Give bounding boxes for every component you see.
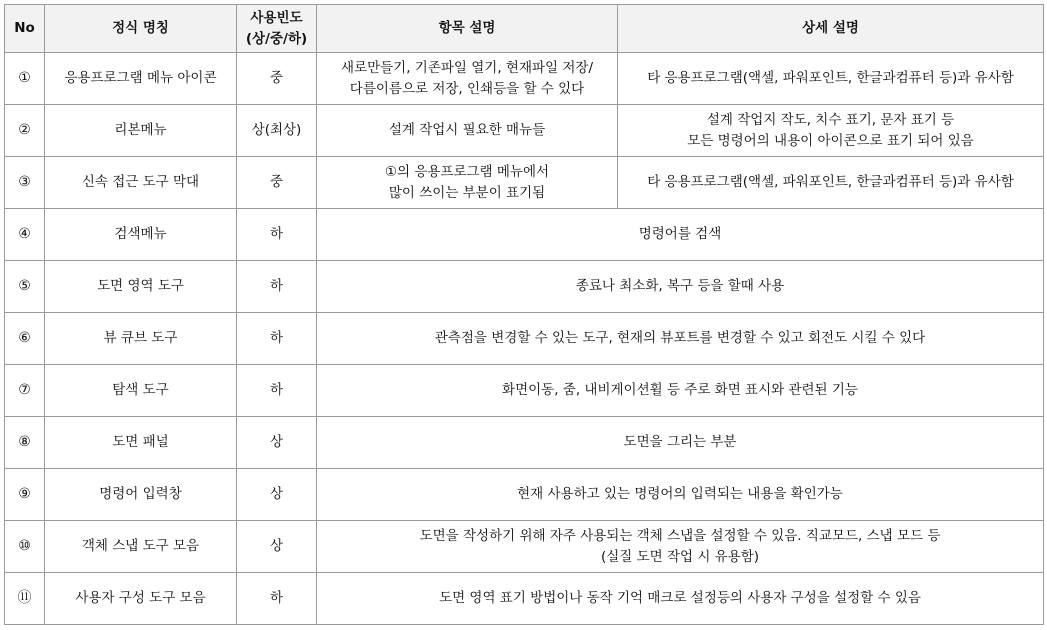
header-no: No — [5, 5, 45, 53]
header-frequency-line1: 사용빈도 — [250, 9, 303, 26]
row-description — [317, 157, 618, 209]
row-description-line2: 다름이름으로 저장, 인쇄등을 할 수 있다 — [349, 80, 585, 97]
row-name: 신속 접근 도구 막대 — [45, 157, 237, 209]
row-merged-description — [317, 417, 1044, 469]
row-frequency: 하 — [237, 365, 317, 417]
row-name: 탐색 도구 — [45, 365, 237, 417]
header-name: 정식 명칭 — [45, 5, 237, 53]
row-number: ④ — [5, 209, 45, 261]
row-description — [317, 53, 618, 105]
row-number: ⑧ — [5, 417, 45, 469]
row-name: 명령어 입력창 — [45, 469, 237, 521]
row-detail — [618, 53, 1044, 105]
row-detail-line1: 타 응용프로그램(액셀, 파워포인트, 한글과컴퓨터 등)과 유사함 — [647, 174, 1014, 190]
row-merged-description — [317, 573, 1044, 625]
row-detail-line1: 타 응용프로그램(액셀, 파워포인트, 한글과컴퓨터 등)과 유사함 — [647, 70, 1014, 86]
row-frequency: 하 — [237, 313, 317, 365]
table-row — [5, 105, 1044, 157]
row-frequency: 상(최상) — [237, 105, 317, 157]
row-number: ⑦ — [5, 365, 45, 417]
header-frequency — [237, 5, 317, 53]
row-merged-line1: 도면 영역 표기 방법이나 동작 기억 매크로 설정등의 사용자 구성을 설정할 수 있음 — [439, 590, 921, 606]
row-name: 뷰 큐브 도구 — [45, 313, 237, 365]
row-description-line1: 설계 작업시 필요한 매뉴들 — [388, 122, 546, 138]
row-frequency: 상 — [237, 417, 317, 469]
table-row — [5, 365, 1044, 417]
row-name: 객체 스냅 도구 모음 — [45, 521, 237, 573]
row-merged-line1: 현재 사용하고 있는 명령어의 입력되는 내용을 확인가능 — [517, 486, 843, 502]
row-frequency: 상 — [237, 521, 317, 573]
row-merged-line1: 도면을 그리는 부분 — [623, 434, 737, 450]
table-row — [5, 261, 1044, 313]
header-row — [5, 5, 1044, 53]
row-merged-line1: 화면이동, 줌, 내비게이션휠 등 주로 화면 표시와 관련된 기능 — [502, 382, 858, 398]
row-number: ③ — [5, 157, 45, 209]
table-row — [5, 53, 1044, 105]
header-frequency-line2: (상/중/하) — [245, 30, 308, 47]
table-row — [5, 157, 1044, 209]
row-frequency: 중 — [237, 157, 317, 209]
table-row — [5, 313, 1044, 365]
row-name: 검색메뉴 — [45, 209, 237, 261]
row-number: ⑥ — [5, 313, 45, 365]
row-merged-line1: 관측점을 변경할 수 있는 도구, 현재의 뷰포트를 변경할 수 있고 회전도 시킬 수 있다 — [434, 330, 926, 346]
row-name: 도면 패널 — [45, 417, 237, 469]
row-merged-line2: (실질 도면 작업 시 유용함) — [600, 548, 760, 565]
row-number: ② — [5, 105, 45, 157]
row-merged-line1: 도면을 작성하기 위해 자주 사용되는 객체 스냅을 설정할 수 있음. 직교모드, 스냅 모드 등 — [419, 527, 941, 544]
row-merged-description — [317, 313, 1044, 365]
row-detail — [618, 157, 1044, 209]
row-merged-description — [317, 365, 1044, 417]
row-frequency: 상 — [237, 469, 317, 521]
row-name: 응용프로그램 메뉴 아이콘 — [45, 53, 237, 105]
row-frequency: 하 — [237, 209, 317, 261]
table-row — [5, 209, 1044, 261]
row-merged-description — [317, 261, 1044, 313]
row-merged-description — [317, 469, 1044, 521]
row-frequency: 하 — [237, 573, 317, 625]
row-number: ⑨ — [5, 469, 45, 521]
row-frequency: 중 — [237, 53, 317, 105]
table-row — [5, 521, 1044, 573]
row-detail — [618, 105, 1044, 157]
row-number: ① — [5, 53, 45, 105]
row-frequency: 하 — [237, 261, 317, 313]
row-description-line1: ①의 응용프로그램 메뉴에서 — [384, 163, 550, 180]
table-row — [5, 417, 1044, 469]
header-detail: 상세 설명 — [618, 5, 1044, 53]
row-name: 리본메뉴 — [45, 105, 237, 157]
table-row — [5, 573, 1044, 625]
header-description: 항목 설명 — [317, 5, 618, 53]
row-description — [317, 105, 618, 157]
interface-spec-table — [4, 4, 1044, 625]
row-number: ⑤ — [5, 261, 45, 313]
row-number: ⑪ — [5, 573, 45, 625]
row-name: 사용자 구성 도구 모음 — [45, 573, 237, 625]
row-merged-line1: 명령어를 검색 — [638, 226, 722, 242]
row-description-line2: 많이 쓰이는 부분이 표기됨 — [388, 184, 546, 201]
row-merged-line1: 종료나 최소화, 복구 등을 할때 사용 — [575, 278, 785, 294]
row-description-line1: 새로만들기, 기존파일 열기, 현재파일 저장/ — [341, 59, 593, 76]
row-name: 도면 영역 도구 — [45, 261, 237, 313]
row-merged-description — [317, 521, 1044, 573]
row-merged-description — [317, 209, 1044, 261]
row-detail-line1: 설계 작업지 작도, 치수 표기, 문자 표기 등 — [706, 111, 955, 128]
table-row — [5, 469, 1044, 521]
row-detail-line2: 모든 명령어의 내용이 아이콘으로 표기 되어 있음 — [687, 132, 974, 149]
row-number: ⑩ — [5, 521, 45, 573]
